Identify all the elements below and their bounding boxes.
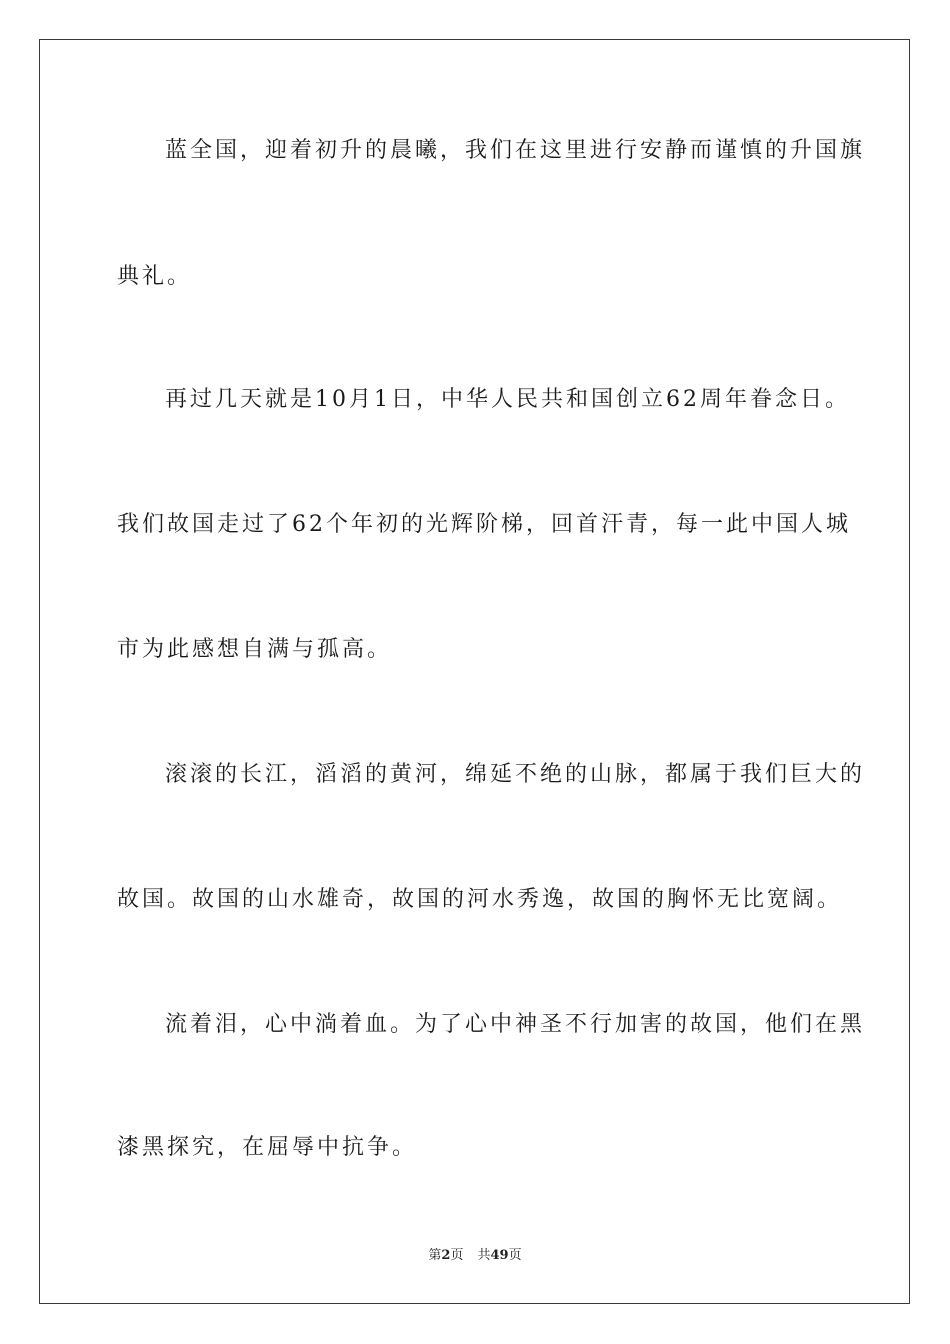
page-suffix: 页 <box>450 1248 464 1263</box>
paragraph-line: 漆黑探究，在屈辱中抗争。 <box>117 1135 418 1160</box>
paragraph-line: 典礼。 <box>117 264 193 289</box>
paragraph-line: 市为此感想自满与孤高。 <box>117 637 393 662</box>
paragraph-line: 滚滚的长江，滔滔的黄河，绵延不绝的山脉，都属于我们巨大的 <box>165 762 866 787</box>
page-number: 2 <box>441 1248 451 1263</box>
total-prefix: 共 <box>477 1248 491 1263</box>
paragraph-line: 蓝全国，迎着初升的晨曦，我们在这里进行安静而谨慎的升国旗 <box>165 138 866 163</box>
page-prefix: 第 <box>428 1248 442 1263</box>
total-pages: 49 <box>490 1248 509 1263</box>
page-footer <box>0 1247 950 1265</box>
total-suffix: 页 <box>508 1248 522 1263</box>
paragraph-line: 故国。故国的山水雄奇，故国的河水秀逸，故国的胸怀无比宽阔。 <box>117 887 843 912</box>
paragraph-line: 再过几天就是10月1日，中华人民共和国创立62周年眷念日。 <box>165 387 850 412</box>
paragraph-line: 我们故国走过了62个年初的光辉阶梯，回首汗青，每一此中国人城 <box>117 512 851 537</box>
page-border <box>39 39 910 1304</box>
paragraph-line: 流着泪，心中淌着血。为了心中神圣不行加害的故国，他们在黑 <box>165 1012 866 1037</box>
